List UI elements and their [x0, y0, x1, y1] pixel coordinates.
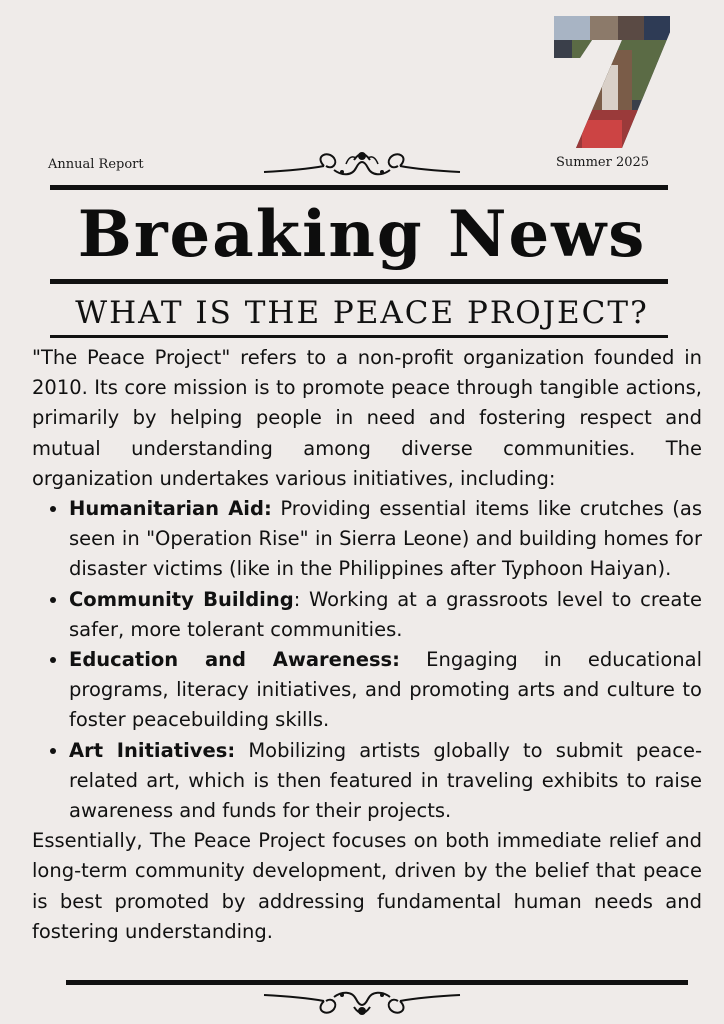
list-item	[69, 736, 702, 827]
article-heading: WHAT IS THE PEACE PROJECT?	[75, 295, 649, 331]
top-ornament-flourish	[262, 146, 462, 182]
item-title: Art Initiatives:	[69, 738, 236, 762]
item-text: : Working at a grassroots level to create safer, more tolerant communities.	[69, 587, 702, 641]
item-text: Engaging in educational programs, literacy initiatives, and promoting arts and culture to foster peacebuilding skills.	[69, 648, 702, 732]
article-intro: "The Peace Project" refers to a non-profit organization founded in 2010. Its core mission is to promote peace through tangible actions, primarily by helping people in need and fostering respect and mutual understanding among diverse communities. The organization undertakes various initiatives, including:	[32, 346, 702, 490]
article-conclusion: Essentially, The Peace Project focuses on both immediate relief and long-term community development, driven by the belief that peace is best promoted by addressing fundamental human needs and fostering understanding.	[32, 829, 702, 943]
initiatives-list	[32, 494, 702, 826]
edition-date-label: Summer 2025	[556, 155, 650, 170]
item-title: Education and Awareness:	[69, 648, 400, 672]
bottom-ornament-flourish	[262, 985, 462, 1019]
masthead-title: Breaking News	[77, 197, 647, 272]
issue-number-seven-graphic	[552, 10, 672, 150]
list-item	[69, 585, 702, 645]
item-text: Providing essential items like crutches (as seen in "Operation Rise" in Sierra Leone) and building homes for disaster victims (like in the Philippines after Typhoon Haiyan).	[69, 497, 703, 581]
item-title: Community Building	[69, 587, 294, 611]
article-body	[32, 343, 702, 947]
masthead-top-rule	[50, 185, 668, 190]
masthead-bottom-rule	[50, 279, 668, 284]
item-title: Humanitarian Aid:	[69, 497, 272, 521]
list-item	[69, 645, 702, 736]
list-item	[69, 494, 702, 585]
item-text: Mobilizing artists globally to submit peace-related art, which is then featured in traveling exhibits to raise awareness and funds for their projects.	[69, 738, 702, 823]
heading-bottom-rule	[50, 335, 668, 338]
annual-report-label: Annual Report	[48, 157, 144, 172]
